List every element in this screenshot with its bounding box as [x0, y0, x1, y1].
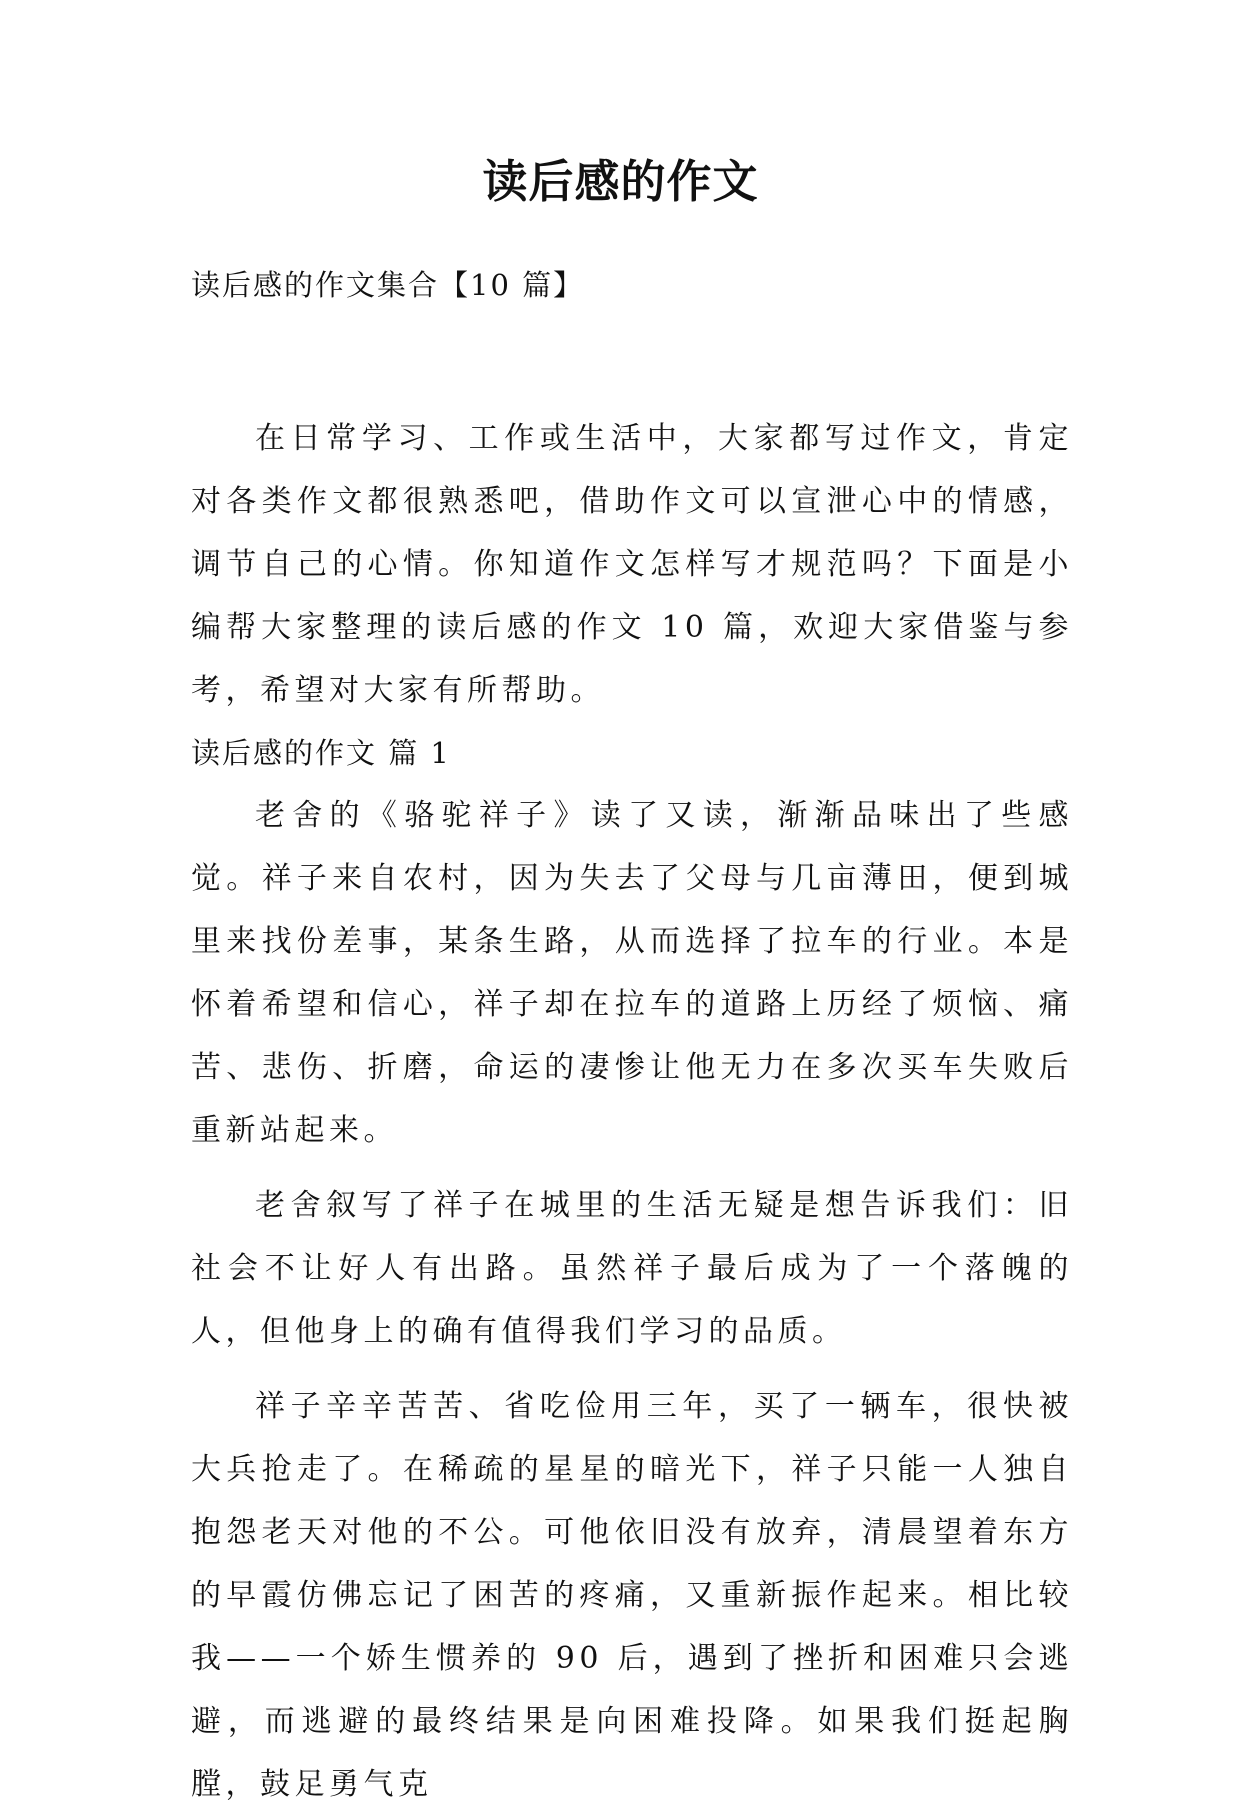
body-paragraph: 老舍的《骆驼祥子》读了又读，渐渐品味出了些感觉。祥子来自农村，因为失去了父母与几亩薄田，便到城里来找份差事，某条生路，从而选择了拉车的行业。本是怀着希望和信心，祥子却在拉车的道路上历经了烦恼、痛苦、悲伤、折磨，命运的凄惨让他无力在多次买车失败后重新站起来。: [191, 798, 1073, 1148]
section-heading: 读后感的作文 篇 1: [191, 736, 451, 770]
body-paragraph: 老舍叙写了祥子在城里的生活无疑是想告诉我们：旧社会不让好人有出路。虽然祥子最后成为了一个落魄的人，但他身上的确有值得我们学习的品质。: [191, 1188, 1073, 1349]
intro-paragraph: 在日常学习、工作或生活中，大家都写过作文，肯定对各类作文都很熟悉吧，借助作文可以宣泄心中的情感，调节自己的心情。你知道作文怎样写才规范吗？下面是小编帮大家整理的读后感的作文 10 篇，欢迎大家借鉴与参考，希望对大家有所帮助。: [191, 421, 1073, 708]
document-title: 读后感的作文: [482, 155, 759, 208]
document-body: [191, 407, 1073, 1816]
document-subtitle: 读后感的作文集合【10 篇】: [191, 268, 585, 302]
body-paragraph: 祥子辛辛苦苦、省吃俭用三年，买了一辆车，很快被大兵抢走了。在稀疏的星星的暗光下，祥子只能一人独自抱怨老天对他的不公。可他依旧没有放弃，清晨望着东方的早霞仿佛忘记了困苦的疼痛，又重新振作起来。相比较我——一个娇生惯养的 90 后，遇到了挫折和困难只会逃避，而逃避的最终结果是向困难投降。如果我们挺起胸膛，鼓足勇气克: [191, 1389, 1073, 1802]
